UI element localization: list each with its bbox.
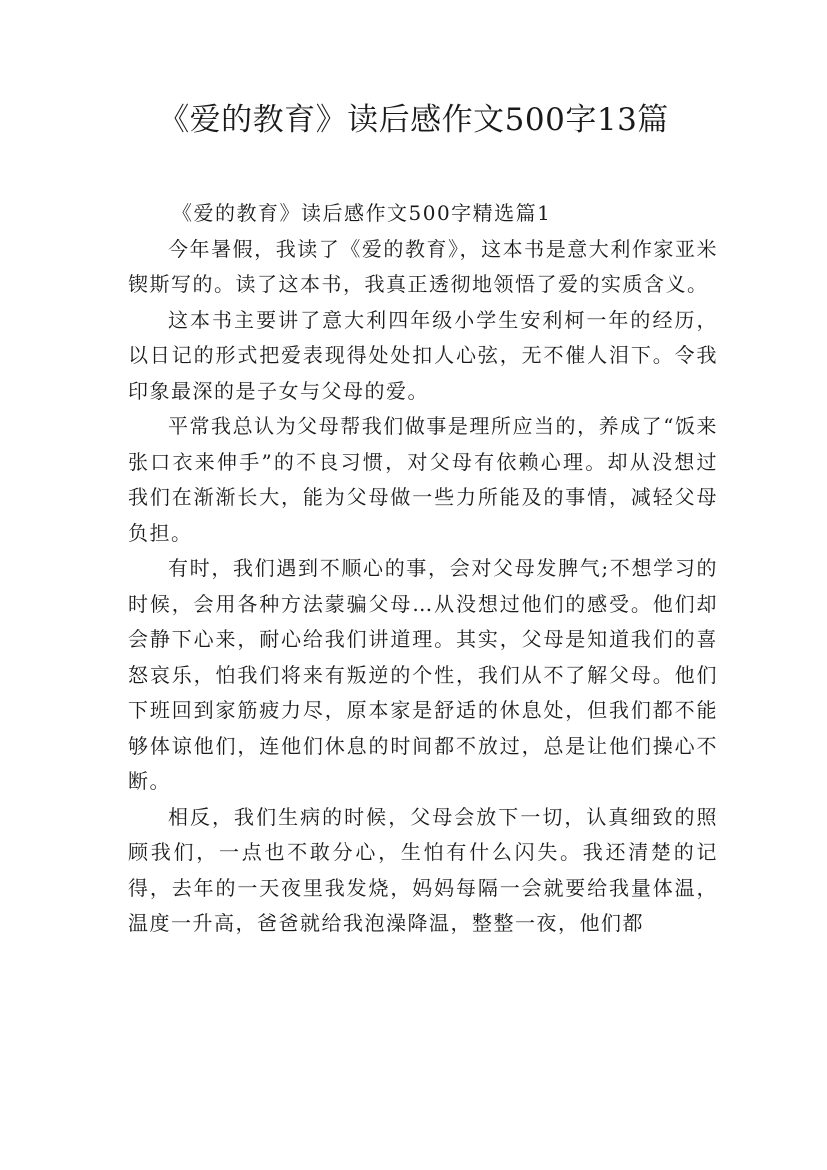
paragraph: 今年暑假，我读了《爱的教育》，这本书是意大利作家亚米锲斯写的。读了这本书，我真正透彻地领悟了爱的实质含义。 xyxy=(128,236,718,296)
document-body xyxy=(128,196,718,942)
paragraph: 这本书主要讲了意大利四年级小学生安利柯一年的经历，以日记的形式把爱表现得处处扣人心弦，无不催人泪下。令我印象最深的是子女与父母的爱。 xyxy=(128,307,718,403)
paragraph: 有时，我们遇到不顺心的事，会对父母发脾气;不想学习的时候，会用各种方法蒙骗父母…从没想过他们的感受。他们却会静下心来，耐心给我们讲道理。其实，父母是知道我们的喜怒哀乐，怕我们将来有叛逆的个性，我们从不了解父母。他们下班回到家筋疲力尽，原本家是舒适的休息处，但我们都不能够体谅他们，连他们休息的时间都不放过，总是让他们操心不断。 xyxy=(128,556,718,793)
document-title: 《爱的教育》读后感作文500字13篇 xyxy=(158,102,669,138)
paragraph: 相反，我们生病的时候，父母会放下一切，认真细致的照顾我们，一点也不敢分心，生怕有什么闪失。我还清楚的记得，去年的一天夜里我发烧，妈妈每隔一会就要给我量体温，温度一升高，爸爸就给我泡澡降温，整整一夜，他们都 xyxy=(128,804,718,935)
paragraph: 平常我总认为父母帮我们做事是理所应当的，养成了“饭来张口衣来伸手”的不良习惯，对父母有依赖心理。却从没想过我们在渐渐长大，能为父母做一些力所能及的事情，减轻父母负担。 xyxy=(128,414,718,545)
section-heading: 《爱的教育》读后感作文500字精选篇1 xyxy=(172,201,552,225)
